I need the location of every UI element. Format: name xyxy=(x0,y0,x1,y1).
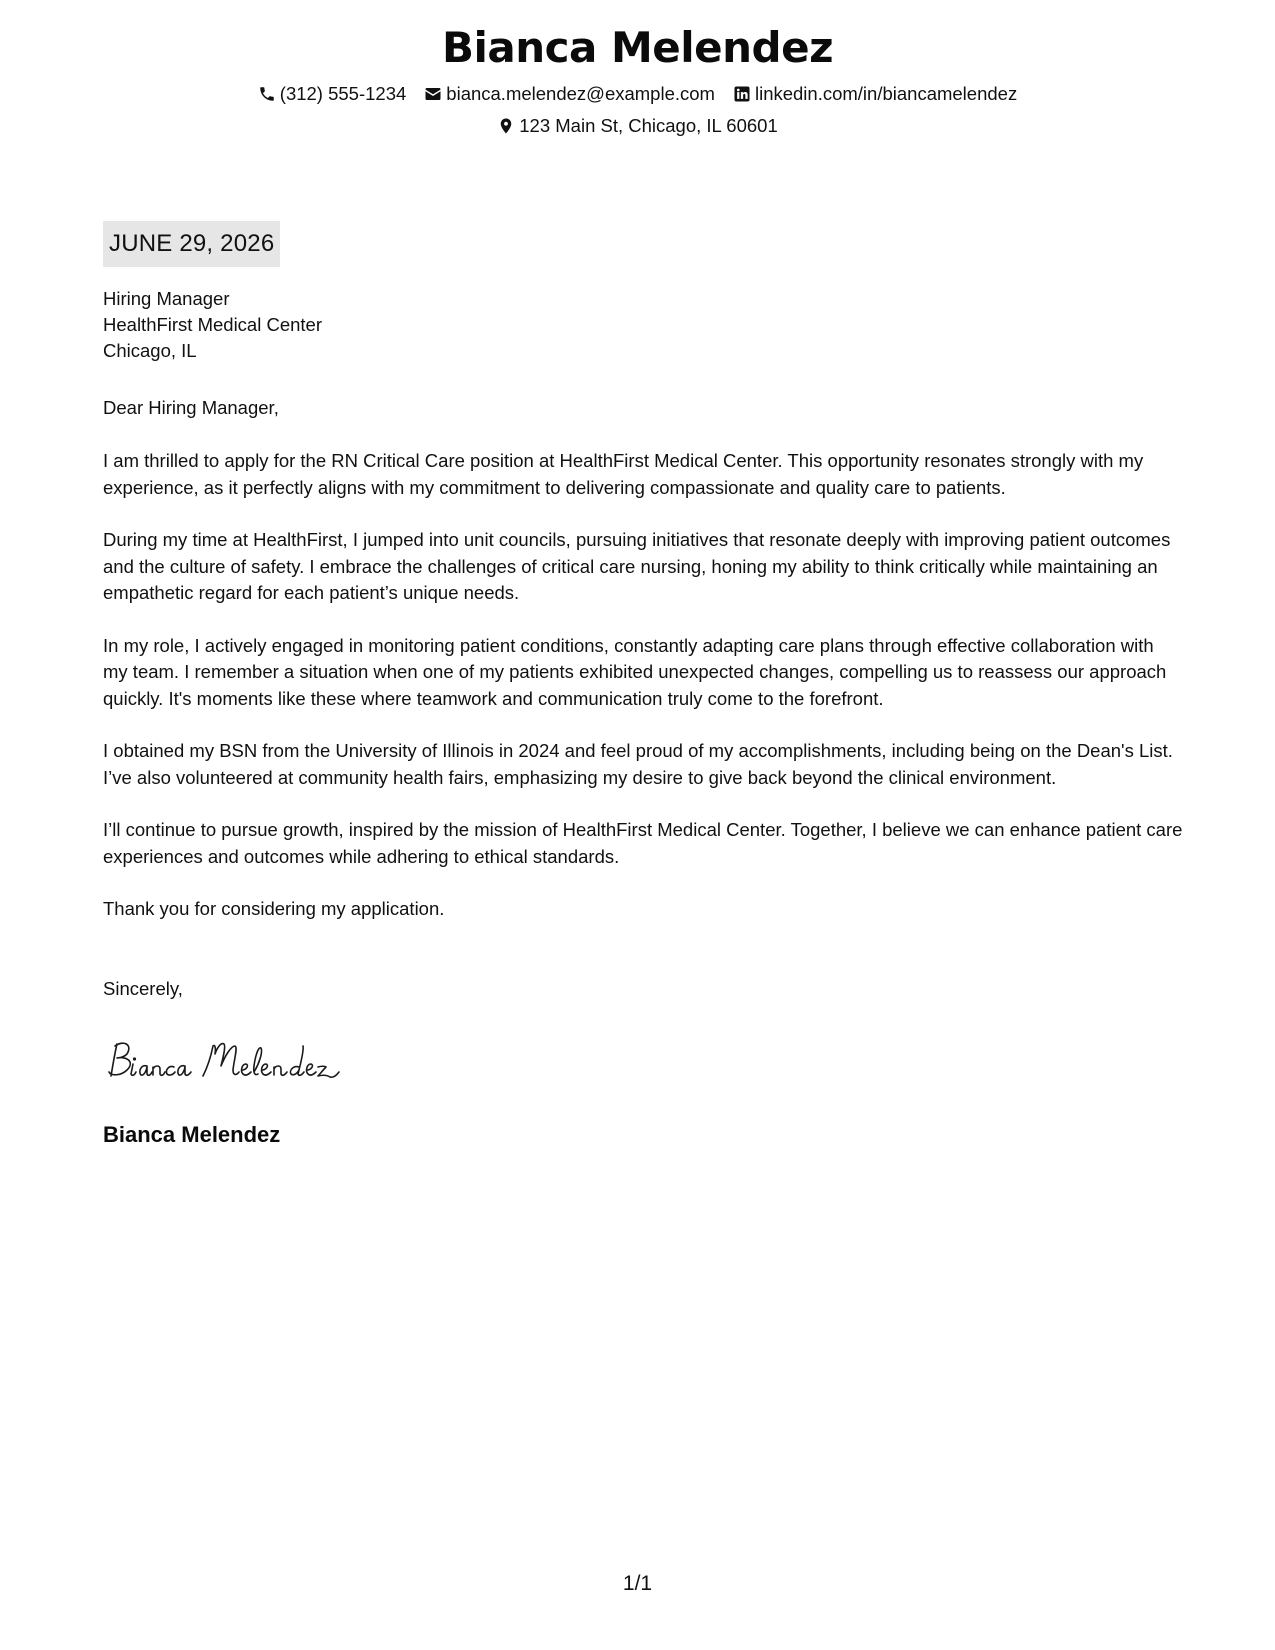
linkedin-icon xyxy=(733,85,751,103)
applicant-name-heading: Bianca Melendez xyxy=(441,23,834,72)
address-text: 123 Main St, Chicago, IL 60601 xyxy=(519,115,778,136)
salutation: Dear Hiring Manager, xyxy=(103,397,279,418)
signer-name: Bianca Melendez xyxy=(103,1122,281,1147)
map-pin-icon xyxy=(497,117,515,135)
body-paragraph: I’ll continue to pursue growth, inspired by the mission of HealthFirst Medical Center. Together, I believe we can enhance patient care experiences and outcomes while adhering to ethical standards. xyxy=(103,819,1183,867)
page-number: 1/1 xyxy=(622,1572,653,1595)
recipient-address-block xyxy=(103,286,322,364)
body-paragraph: In my role, I actively engaged in monitoring patient conditions, constantly adapting care plans through effective collaboration with my team. I remember a situation when one of my patients exhibited unexpected changes, compelling us to reassess our approach quickly. It's moments like these where teamwork and communication truly come to the forefront. xyxy=(103,634,1167,709)
recipient-location: Chicago, IL xyxy=(103,340,197,361)
email-link[interactable]: bianca.melendez@example.com xyxy=(446,83,715,104)
contact-address xyxy=(497,114,778,138)
linkedin-link[interactable]: linkedin.com/in/biancamelendez xyxy=(754,83,1018,104)
closing-line: Sincerely, xyxy=(103,978,183,999)
phone-icon xyxy=(258,85,276,103)
address-row xyxy=(0,114,1275,138)
body-paragraph: During my time at HealthFirst, I jumped into unit councils, pursuing initiatives that resonate deeply with improving patient outcomes and the culture of safety. I embrace the challenges of critical care nursing, honing my ability to think critically while maintaining an empathetic regard for each patient’s unique needs. xyxy=(103,529,1171,603)
recipient-title: Hiring Manager xyxy=(103,288,230,309)
letter-date: JUNE 29, 2026 xyxy=(103,221,280,267)
handwritten-signature xyxy=(103,1036,373,1086)
body-paragraph: I am thrilled to apply for the RN Critical Care position at HealthFirst Medical Center. This opportunity resonates strongly with my experience, as it perfectly aligns with my commitment to delivering compassionate and quality care to patients. xyxy=(103,450,1144,498)
recipient-organization: HealthFirst Medical Center xyxy=(103,314,322,335)
envelope-icon xyxy=(424,85,442,103)
contact-row xyxy=(0,82,1275,106)
letter-body xyxy=(103,448,1183,949)
contact-linkedin xyxy=(733,82,1017,106)
contact-phone xyxy=(258,82,407,106)
contact-email xyxy=(424,82,715,106)
body-paragraph: Thank you for considering my application. xyxy=(103,898,445,919)
phone-text[interactable]: (312) 555-1234 xyxy=(279,83,407,104)
body-paragraph: I obtained my BSN from the University of Illinois in 2024 and feel proud of my accomplishments, including being on the Dean's List. I’ve also volunteered at community health fairs, emphasizing my desire to give back beyond the clinical environment. xyxy=(103,740,1173,788)
letterhead xyxy=(0,18,1275,138)
